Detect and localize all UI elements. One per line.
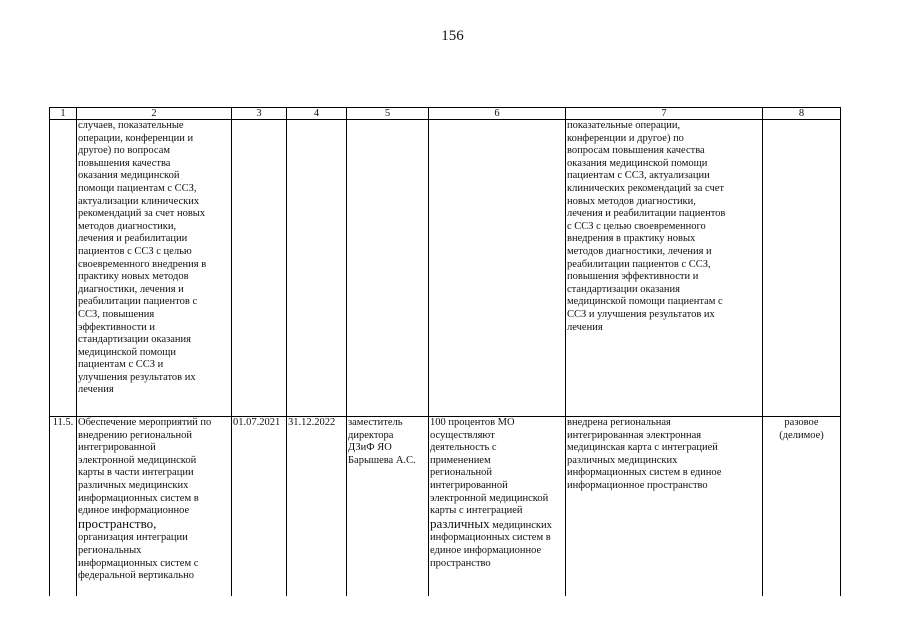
- cell-indicator: [429, 417, 566, 598]
- cell-type: [763, 120, 841, 417]
- cell-number: [50, 120, 77, 417]
- cell-responsible: заместитель директора ДЗиФ ЯО Барышева А.С.: [347, 417, 429, 598]
- col-header-2: 2: [77, 108, 232, 120]
- table-row-continuation: [50, 120, 841, 417]
- cell-end-date: 31.12.2022: [287, 417, 347, 598]
- col-header-7: 7: [566, 108, 763, 120]
- column-numbers-row: [50, 108, 841, 120]
- page-number: 156: [441, 28, 464, 44]
- measure-text-part: организация интеграции региональных информационных систем с федеральной вертикально: [78, 532, 199, 582]
- col-header-1: 1: [50, 108, 77, 120]
- cell-end-date: [287, 120, 347, 417]
- cell-responsible: [347, 120, 429, 417]
- measure-text-part: пространство,: [78, 515, 157, 531]
- measures-table: [49, 107, 841, 598]
- table-row-11-5: [50, 417, 841, 598]
- cell-type: разовое (делимое): [763, 417, 841, 598]
- cell-measure: [77, 417, 232, 598]
- col-header-8: 8: [763, 108, 841, 120]
- col-header-6: 6: [429, 108, 566, 120]
- col-header-5: 5: [347, 108, 429, 120]
- col-header-3: 3: [232, 108, 287, 120]
- page-bottom-margin: [0, 596, 905, 640]
- cell-result: внедрена региональная интегрированная электронная медицинская карта с интеграцией различных медицинских информационных систем в единое информационное пространство: [566, 417, 763, 598]
- cell-measure: случаев, показательные операции, конференции и другое) по вопросам повышения качества оказания медицинской помощи пациентам с ССЗ, актуализации клинических рекомендаций за счет новых методов диагностики, лечения и реабилитации пациентов с ССЗ с целью своевременного внедрения в практику новых методов диагностики, лечения и реабилитации пациентов с ССЗ, повышения эффективности и стандартизации оказания медицинской помощи пациентам с ССЗ и улучшения результатов их лечения: [77, 120, 232, 417]
- cell-indicator: [429, 120, 566, 417]
- indicator-text-part: медицинских информационных систем в единое информационное пространство: [430, 519, 552, 569]
- col-header-4: 4: [287, 108, 347, 120]
- cell-number: 11.5.: [50, 417, 77, 598]
- cell-result: показательные операции, конференции и другое) по вопросам повышения качества оказания медицинской помощи пациентам с ССЗ, актуализации клинических рекомендаций за счет новых методов диагностики, лечения и реабилитации пациентов с ССЗ с целью своевременного внедрения в практику новых методов диагностики, лечения и реабилитации пациентов с ССЗ, повышения эффективности и стандартизации оказания медицинской помощи пациентам с ССЗ и улучшения результатов их лечения: [566, 120, 763, 417]
- indicator-text-part: различных: [430, 515, 490, 531]
- indicator-text-part: 100 процентов МО осуществляют деятельность с применением региональной интегрированной электронной медицинской карты с интеграцией: [430, 417, 549, 517]
- cell-start-date: [232, 120, 287, 417]
- measure-text-part: Обеспечение мероприятий по внедрению региональной интегрированной электронной медицинской карты в части интеграции различных медицинских информационных систем в единое информационное: [78, 417, 212, 517]
- cell-start-date: 01.07.2021: [232, 417, 287, 598]
